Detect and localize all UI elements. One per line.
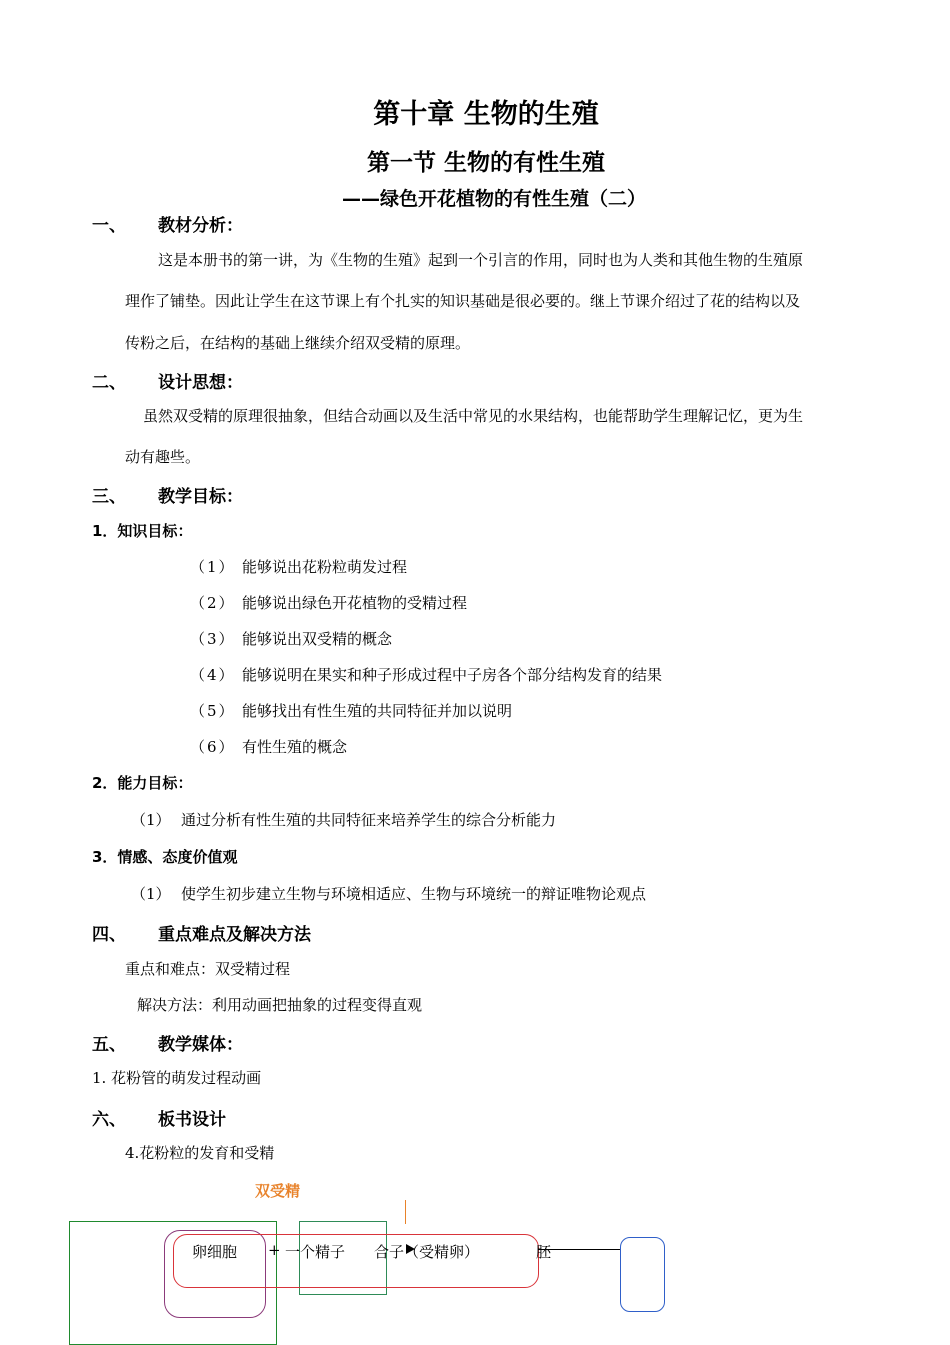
knowledge-goal-2-text: 能够说出绿色开花植物的受精过程 <box>242 594 468 612</box>
section-1-title: 教材分析： <box>158 216 243 236</box>
sperm-text: 一个精子 <box>285 1243 346 1261</box>
knowledge-goal-2-number: （2） <box>190 594 236 612</box>
section-5-heading <box>92 1030 243 1055</box>
solution-method: 解决方法：利用动画把抽象的过程变得直观 <box>137 996 423 1014</box>
section-2-heading <box>92 368 243 393</box>
orange-vertical-line <box>405 1200 406 1224</box>
arrow-to-embryo-line <box>538 1249 620 1250</box>
section-subtitle: ——绿色开花植物的有性生殖（二） <box>342 188 647 210</box>
knowledge-goal-3-text: 能够说出双受精的概念 <box>242 630 393 648</box>
knowledge-goal-6-number: （6） <box>190 738 236 756</box>
knowledge-goal-2 <box>190 592 467 613</box>
knowledge-goal-1 <box>190 556 407 577</box>
section-1-line-1: 这是本册书的第一讲，为《生物的生殖》起到一个引言的作用，同时也为人类和其他生物的生殖原 <box>158 251 804 269</box>
section-3-heading <box>92 482 243 507</box>
blue-rounded-box <box>620 1237 665 1312</box>
knowledge-goal-4-text: 能够说明在果实和种子形成过程中子房各个部分结构发育的结果 <box>242 666 663 684</box>
section-2-line-2: 动有趣些。 <box>125 448 201 466</box>
ability-goal-1-text: 通过分析有性生殖的共同特征来培养学生的综合分析能力 <box>181 811 557 829</box>
section-3-title: 教学目标： <box>158 487 243 507</box>
section-5-number: 五、 <box>92 1035 126 1055</box>
section-2-number: 二、 <box>92 373 126 393</box>
board-item: 4.花粉粒的发育和受精 <box>125 1144 275 1162</box>
section-title: 第一节 生物的有性生殖 <box>366 150 605 176</box>
knowledge-goals-label: 1．知识目标： <box>92 522 193 540</box>
key-points: 重点和难点：双受精过程 <box>125 960 291 978</box>
embryo-text: 胚 <box>536 1243 552 1261</box>
media-item-1: 1. 花粉管的萌发过程动画 <box>92 1069 262 1087</box>
knowledge-goal-5-number: （5） <box>190 702 236 720</box>
emotion-goal-1-text: 使学生初步建立生物与环境相适应、生物与环境统一的辩证唯物论观点 <box>181 885 647 903</box>
zygote-text: 合子（受精卵） <box>374 1243 480 1261</box>
knowledge-goal-6-text: 有性生殖的概念 <box>242 738 348 756</box>
knowledge-goal-4-number: （4） <box>190 666 236 684</box>
emotion-goals-label: 3．情感、态度价值观 <box>92 848 238 866</box>
section-6-title: 板书设计 <box>158 1110 226 1130</box>
egg-cell-text: 卵细胞 <box>192 1243 238 1261</box>
emotion-goal-1-number: （1） <box>131 885 171 903</box>
section-5-title: 教学媒体： <box>158 1035 243 1055</box>
knowledge-goal-1-number: （1） <box>190 558 236 576</box>
knowledge-goal-5-text: 能够找出有性生殖的共同特征并加以说明 <box>242 702 513 720</box>
emotion-goal-1 <box>131 883 646 904</box>
section-1-heading <box>92 211 243 236</box>
knowledge-goal-5 <box>190 700 512 721</box>
ability-goal-1 <box>131 809 556 830</box>
section-4-number: 四、 <box>92 925 126 945</box>
section-3-number: 三、 <box>92 487 126 507</box>
knowledge-goal-6 <box>190 736 347 757</box>
knowledge-goal-3 <box>190 628 392 649</box>
knowledge-goal-3-number: （3） <box>190 630 236 648</box>
arrow-head-icon <box>406 1244 415 1254</box>
section-1-line-2: 理作了铺垫。因此让学生在这节课上有个扎实的知识基础是很必要的。继上节课介绍过了花的结构以及 <box>125 292 801 310</box>
ability-goal-1-number: （1） <box>131 811 171 829</box>
section-1-line-3: 传粉之后，在结构的基础上继续介绍双受精的原理。 <box>125 334 471 352</box>
ability-goals-label: 2．能力目标： <box>92 774 193 792</box>
section-6-heading <box>92 1105 226 1130</box>
knowledge-goal-4 <box>190 664 662 685</box>
chapter-title: 第十章 生物的生殖 <box>373 99 599 130</box>
section-2-title: 设计思想： <box>158 373 243 393</box>
section-6-number: 六、 <box>92 1110 126 1130</box>
section-2-line-1: 虽然双受精的原理很抽象，但结合动画以及生活中常见的水果结构，也能帮助学生理解记忆，更为生 <box>143 407 804 425</box>
section-4-title: 重点难点及解决方法 <box>158 925 311 945</box>
double-fertilization-label: 双受精 <box>255 1182 301 1200</box>
knowledge-goal-1-text: 能够说出花粉粒萌发过程 <box>242 558 408 576</box>
section-4-heading <box>92 920 311 945</box>
plus-sign: + <box>268 1241 281 1259</box>
section-1-number: 一、 <box>92 216 126 236</box>
